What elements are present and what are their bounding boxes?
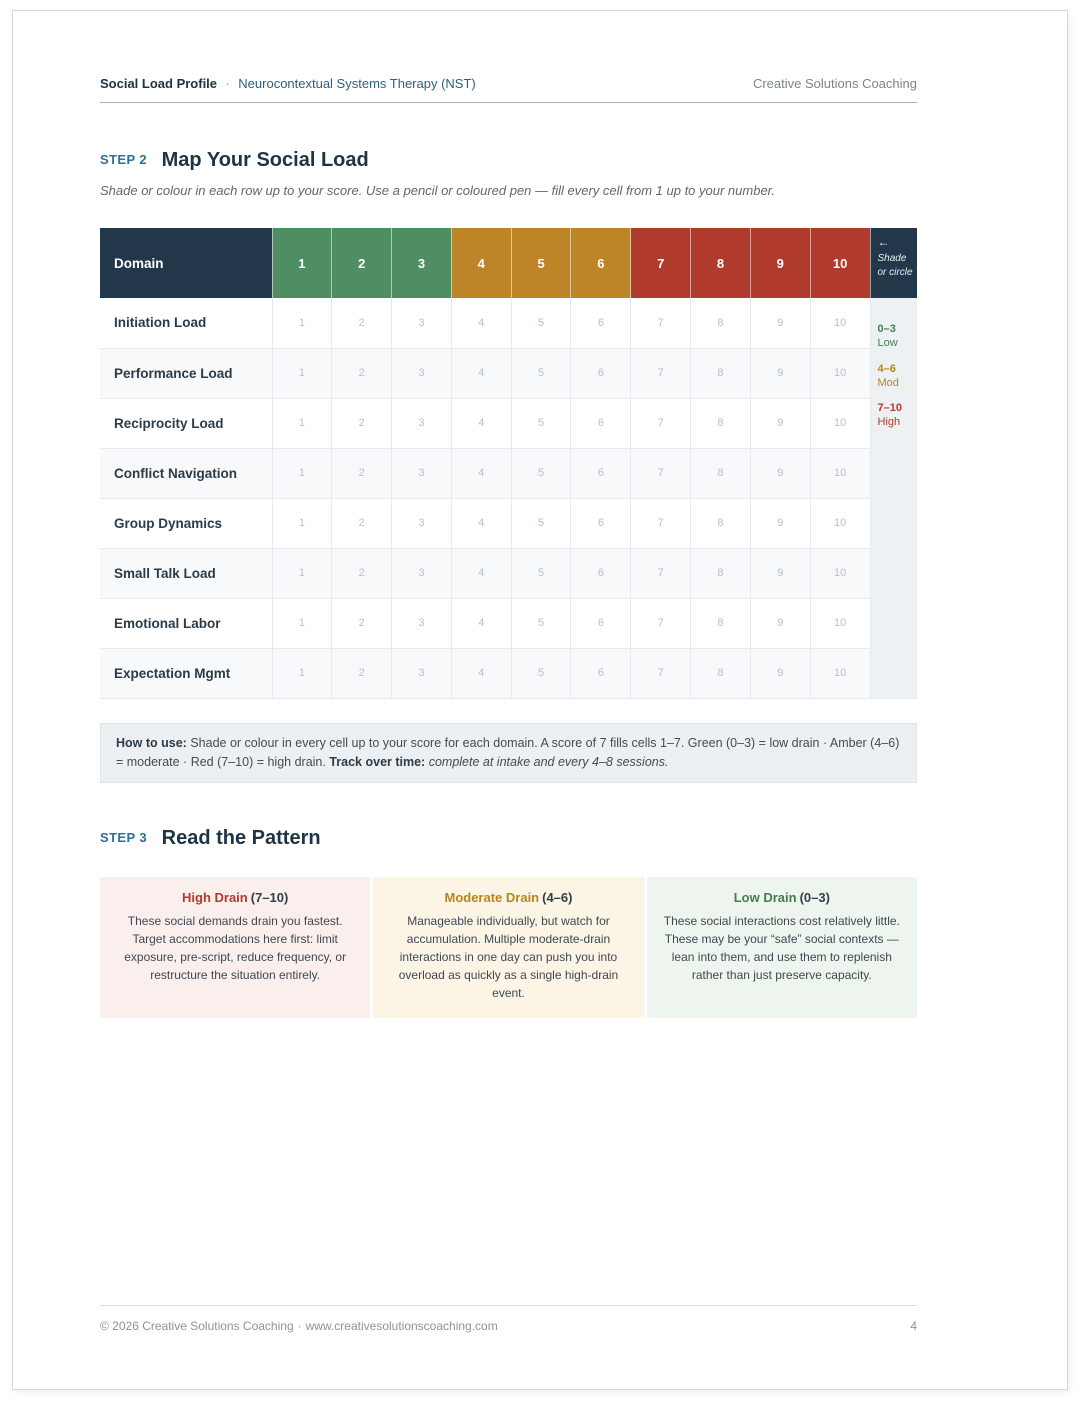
legend-item-low: 0–3 Low — [877, 323, 898, 350]
high-drain-range: (7–10) — [250, 890, 289, 906]
step2-instruction: Shade or colour in each row up to your score. Use a pencil or coloured pen — fill every cell from 1 up to your number. — [100, 183, 776, 198]
score-table-body — [100, 298, 917, 698]
pattern-boxes — [100, 877, 917, 1018]
copyright-text: © 2026 Creative Solutions Coaching — [100, 1319, 294, 1333]
domain-row-8 — [100, 648, 917, 698]
score-cell-5: 5 — [511, 448, 571, 498]
domain-label: Emotional Labor — [100, 598, 272, 648]
score-cell-8: 8 — [691, 298, 751, 348]
score-cell-5: 5 — [511, 648, 571, 698]
score-cell-8: 8 — [691, 598, 751, 648]
high-drain-name: High Drain — [182, 890, 248, 906]
domain-label: Initiation Load — [100, 298, 272, 348]
score-cell-1: 1 — [272, 348, 332, 398]
score-cell-5: 5 — [511, 398, 571, 448]
score-cell-2: 2 — [332, 448, 392, 498]
score-column-header-8: 8 — [691, 228, 751, 298]
score-cell-7: 7 — [631, 598, 691, 648]
score-cell-10: 10 — [810, 648, 870, 698]
score-cell-9: 9 — [750, 398, 810, 448]
score-column-header-9: 9 — [750, 228, 810, 298]
score-cell-5: 5 — [511, 548, 571, 598]
moderate-drain-range: (4–6) — [542, 890, 573, 906]
score-cell-8: 8 — [691, 548, 751, 598]
low-drain-body: These social interactions cost relatively little. These may be your “safe” social contexts — lean into them, and use them to replenish rather than just preserve capacity. — [663, 914, 900, 983]
score-cell-6: 6 — [571, 648, 631, 698]
moderate-drain-body: Manageable individually, but watch for accumulation. Multiple moderate-drain interactions in one day can push you into overload as quickly as a single high-drain event. — [398, 914, 619, 1001]
score-cell-1: 1 — [272, 398, 332, 448]
score-cell-2: 2 — [332, 548, 392, 598]
header-separator: · — [225, 76, 230, 91]
score-cell-10: 10 — [810, 348, 870, 398]
domain-label: Reciprocity Load — [100, 398, 272, 448]
step2-title: Map Your Social Load — [161, 149, 369, 171]
legend-item-mod: 4–6 Mod — [877, 362, 899, 389]
score-cell-9: 9 — [750, 448, 810, 498]
score-cell-6: 6 — [571, 298, 631, 348]
score-column-header-1: 1 — [272, 228, 332, 298]
score-column-header-3: 3 — [392, 228, 452, 298]
score-cell-7: 7 — [631, 648, 691, 698]
score-cell-8: 8 — [691, 448, 751, 498]
shade-note-text: Shade or circle — [877, 253, 913, 278]
score-legend — [870, 298, 917, 698]
page-footer — [100, 1305, 917, 1333]
domain-label: Conflict Navigation — [100, 448, 272, 498]
score-cell-6: 6 — [571, 348, 631, 398]
step3-title: Read the Pattern — [161, 827, 321, 850]
score-cell-3: 3 — [392, 598, 452, 648]
score-cell-3: 3 — [392, 398, 452, 448]
footer-left — [100, 1319, 498, 1333]
score-column-header-2: 2 — [332, 228, 392, 298]
high-drain-box — [100, 877, 370, 1018]
left-arrow-icon: ← — [877, 235, 890, 249]
score-cell-3: 3 — [392, 298, 452, 348]
low-drain-name: Low Drain — [733, 890, 797, 906]
howto-label: How to use: — [116, 735, 187, 750]
step3-heading — [100, 823, 917, 851]
score-cell-1: 1 — [272, 648, 332, 698]
score-cell-8: 8 — [691, 398, 751, 448]
score-cell-6: 6 — [571, 498, 631, 548]
score-cell-4: 4 — [451, 398, 511, 448]
moderate-drain-name: Moderate Drain — [444, 890, 540, 906]
score-cell-9: 9 — [750, 298, 810, 348]
howto-text: Shade or colour in every cell up to your score for each domain. A score of 7 fills cells 1–7. Green (0–3) = low drain · Amber (4–6) = moderate · Red (7–10) = high drain. — [116, 735, 900, 769]
moderate-drain-box — [373, 877, 643, 1018]
brand-name: Creative Solutions Coaching — [752, 76, 917, 91]
score-cell-4: 4 — [451, 348, 511, 398]
score-cell-10: 10 — [810, 548, 870, 598]
domain-row-3 — [100, 398, 917, 448]
score-cell-7: 7 — [631, 498, 691, 548]
page-number: 4 — [910, 1319, 917, 1333]
score-cell-5: 5 — [511, 598, 571, 648]
score-cell-2: 2 — [332, 598, 392, 648]
low-drain-box — [647, 877, 917, 1018]
domain-row-1 — [100, 298, 917, 348]
step3-section — [100, 823, 917, 851]
score-cell-7: 7 — [631, 348, 691, 398]
document-page — [12, 10, 1068, 1390]
score-cell-5: 5 — [511, 298, 571, 348]
low-drain-title — [661, 890, 903, 905]
high-drain-body: These social demands drain you fastest. Target accommodations here first: limit exposure, pre-script, reduce frequency, or restructure the situation entirely. — [124, 914, 347, 983]
score-cell-9: 9 — [750, 548, 810, 598]
score-cell-7: 7 — [631, 398, 691, 448]
shade-note-header — [870, 228, 917, 298]
score-cell-9: 9 — [750, 598, 810, 648]
score-cell-4: 4 — [451, 298, 511, 348]
score-column-header-10: 10 — [810, 228, 870, 298]
domain-label: Expectation Mgmt — [100, 648, 272, 698]
score-cell-1: 1 — [272, 448, 332, 498]
score-cell-4: 4 — [451, 598, 511, 648]
step2-section — [100, 145, 917, 198]
score-cell-4: 4 — [451, 648, 511, 698]
score-cell-9: 9 — [750, 648, 810, 698]
score-cell-1: 1 — [272, 498, 332, 548]
moderate-drain-title — [387, 890, 629, 905]
score-column-header-7: 7 — [631, 228, 691, 298]
score-cell-7: 7 — [631, 548, 691, 598]
score-column-header-5: 5 — [511, 228, 571, 298]
score-cell-3: 3 — [392, 548, 452, 598]
how-to-use-note — [100, 723, 917, 784]
score-cell-10: 10 — [810, 598, 870, 648]
howto-track-label: Track over time: — [329, 754, 426, 769]
score-cell-2: 2 — [332, 648, 392, 698]
score-cell-10: 10 — [810, 448, 870, 498]
score-cell-4: 4 — [451, 498, 511, 548]
howto-track-text: complete at intake and every 4–8 sessions. — [428, 754, 669, 769]
score-cell-9: 9 — [750, 498, 810, 548]
score-cell-2: 2 — [332, 298, 392, 348]
step2-label: STEP 2 — [100, 152, 147, 167]
domain-column-header: Domain — [100, 228, 272, 298]
score-cell-6: 6 — [571, 398, 631, 448]
domain-label: Small Talk Load — [100, 548, 272, 598]
legend-item-high: 7–10 High — [877, 402, 902, 429]
domain-row-6 — [100, 548, 917, 598]
low-drain-range: (0–3) — [799, 890, 830, 906]
score-cell-2: 2 — [332, 398, 392, 448]
score-cell-10: 10 — [810, 498, 870, 548]
score-cell-8: 8 — [691, 348, 751, 398]
score-cell-1: 1 — [272, 298, 332, 348]
score-cell-3: 3 — [392, 498, 452, 548]
score-cell-9: 9 — [750, 348, 810, 398]
score-cell-1: 1 — [272, 548, 332, 598]
doc-subtitle: Neurocontextual Systems Therapy (NST) — [238, 76, 476, 91]
score-cell-4: 4 — [451, 548, 511, 598]
score-cell-6: 6 — [571, 548, 631, 598]
score-table-head — [100, 228, 917, 298]
score-cell-6: 6 — [571, 448, 631, 498]
score-cell-5: 5 — [511, 498, 571, 548]
score-cell-10: 10 — [810, 398, 870, 448]
score-cell-1: 1 — [272, 598, 332, 648]
domain-label: Group Dynamics — [100, 498, 272, 548]
score-cell-8: 8 — [691, 648, 751, 698]
domain-row-4 — [100, 448, 917, 498]
score-cell-7: 7 — [631, 298, 691, 348]
score-cell-6: 6 — [571, 598, 631, 648]
social-load-table — [100, 228, 917, 699]
score-table-header-row — [100, 228, 917, 298]
page-content — [100, 11, 917, 1018]
score-cell-10: 10 — [810, 298, 870, 348]
page-header — [100, 11, 917, 103]
score-cell-5: 5 — [511, 348, 571, 398]
footer-separator: · — [297, 1319, 302, 1333]
step2-heading — [100, 145, 917, 173]
score-cell-2: 2 — [332, 348, 392, 398]
high-drain-title — [114, 890, 356, 905]
domain-row-2 — [100, 348, 917, 398]
domain-row-7 — [100, 598, 917, 648]
score-cell-4: 4 — [451, 448, 511, 498]
score-cell-8: 8 — [691, 498, 751, 548]
domain-row-5 — [100, 498, 917, 548]
score-column-header-4: 4 — [451, 228, 511, 298]
score-cell-3: 3 — [392, 348, 452, 398]
domain-label: Performance Load — [100, 348, 272, 398]
score-cell-7: 7 — [631, 448, 691, 498]
step3-label: STEP 3 — [100, 830, 147, 846]
score-cell-2: 2 — [332, 498, 392, 548]
header-left — [100, 75, 476, 93]
doc-title: Social Load Profile — [100, 76, 218, 91]
score-cell-3: 3 — [392, 648, 452, 698]
footer-url: www.creativesolutionscoaching.com — [305, 1319, 498, 1333]
score-column-header-6: 6 — [571, 228, 631, 298]
score-cell-3: 3 — [392, 448, 452, 498]
